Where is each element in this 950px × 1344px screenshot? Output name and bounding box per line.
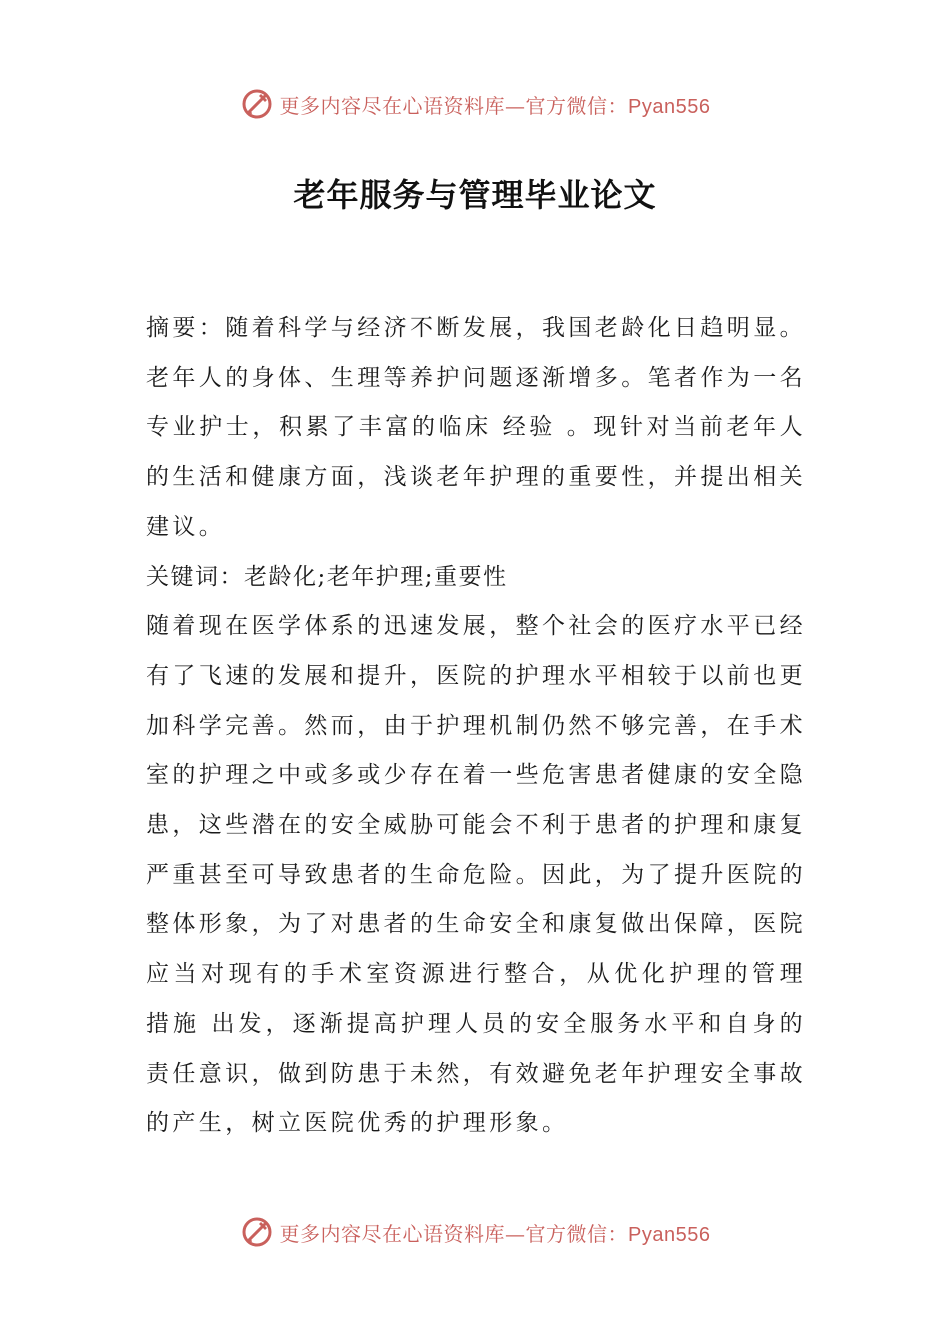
watermark-text: 更多内容尽在心语资料库—官方微信：Pyan556: [279, 1221, 711, 1246]
document-body: [146, 304, 806, 1149]
abstract-paragraph: 摘要：随着科学与经济不断发展，我国老龄化日趋明显。老年人的身体、生理等养护问题逐渐增多。笔者作为一名专业护士，积累了丰富的临床 经验 。现针对当前老年人的生活和健康方面，浅谈老年护理的重要性，并提出相关建议。: [146, 315, 806, 540]
pen-logo-icon: [240, 1215, 274, 1249]
document-title: 老年服务与管理毕业论文: [293, 176, 657, 214]
watermark-text: 更多内容尽在心语资料库—官方微信：Pyan556: [279, 93, 711, 118]
keywords-line: 关键词：老龄化;老年护理;重要性: [146, 563, 508, 590]
body-paragraph: 随着现在医学体系的迅速发展，整个社会的医疗水平已经有了飞速的发展和提升，医院的护理水平相较于以前也更加科学完善。然而，由于护理机制仍然不够完善，在手术室的护理之中或多或少存在着一些危害患者健康的安全隐患，这些潜在的安全威胁可能会不利于患者的护理和康复严重甚至可导致患者的生命危险。因此，为了提升医院的整体形象，为了对患者的生命安全和康复做出保障，医院应当对现有的手术室资源进行整合，从优化护理的管理 措施 出发，逐渐提高护理人员的安全服务水平和自身的责任意识，做到防患于未然，有效避免老年护理安全事故的产生，树立医院优秀的护理形象。: [146, 613, 806, 1137]
header-watermark: [0, 84, 950, 124]
pen-logo-icon: [240, 87, 274, 121]
footer-watermark: [0, 1212, 950, 1252]
